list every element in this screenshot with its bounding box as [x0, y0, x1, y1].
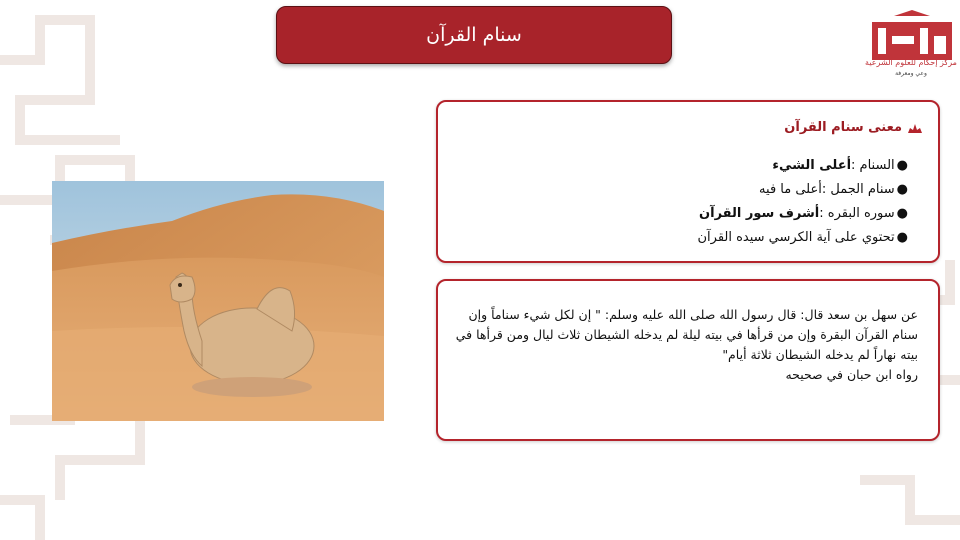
item-label: السنام :: [851, 158, 895, 173]
item-value: تحتوي على آية الكرسي سيده القرآن: [697, 230, 895, 245]
item-label: سنام الجمل :: [821, 182, 895, 197]
list-item: [697, 154, 908, 178]
hadith-text-block: [448, 305, 918, 385]
meaning-heading: [784, 120, 922, 135]
list-item: [697, 178, 908, 202]
hat-icon: [908, 123, 922, 133]
camel-photo: [52, 181, 384, 421]
item-label: سوره البقره :: [819, 206, 895, 221]
item-value: أعلى ما فيه: [759, 182, 822, 197]
slide-title: [276, 6, 672, 64]
logo-tagline: مركز إحكام للعلوم الشرعية: [865, 58, 957, 67]
hadith-card: [436, 279, 940, 441]
logo-sub: وعي ومعرفة: [895, 70, 927, 77]
hadith-text: عن سهل بن سعد قال: قال رسول الله صلى الله عليه وسلم: " إن لكل شيء سناماً وإن سنام القرآن البقرة وإن من قرأها في بيته ليلة لم يدخله الشيطان ثلاث ليال ومن قرأها في بيته نهاراً لم يدخله الشيطان ثلاثة أيام": [455, 307, 918, 362]
hadith-source: رواه ابن حبان في صحيحه: [785, 367, 918, 382]
bullet-icon: ●: [896, 158, 908, 173]
list-item: [697, 202, 908, 226]
meaning-card: [436, 100, 940, 263]
meaning-heading-text: معنى سنام القرآن: [784, 120, 902, 135]
slide-title-text: سنام القرآن: [426, 24, 522, 46]
bullet-icon: ●: [896, 230, 908, 245]
meaning-list: [697, 154, 908, 250]
item-value: أشرف سور القرآن: [699, 206, 820, 221]
list-item: [697, 226, 908, 250]
item-value: أعلى الشيء: [772, 158, 852, 173]
bullet-icon: ●: [896, 206, 908, 221]
bullet-icon: ●: [896, 182, 908, 197]
